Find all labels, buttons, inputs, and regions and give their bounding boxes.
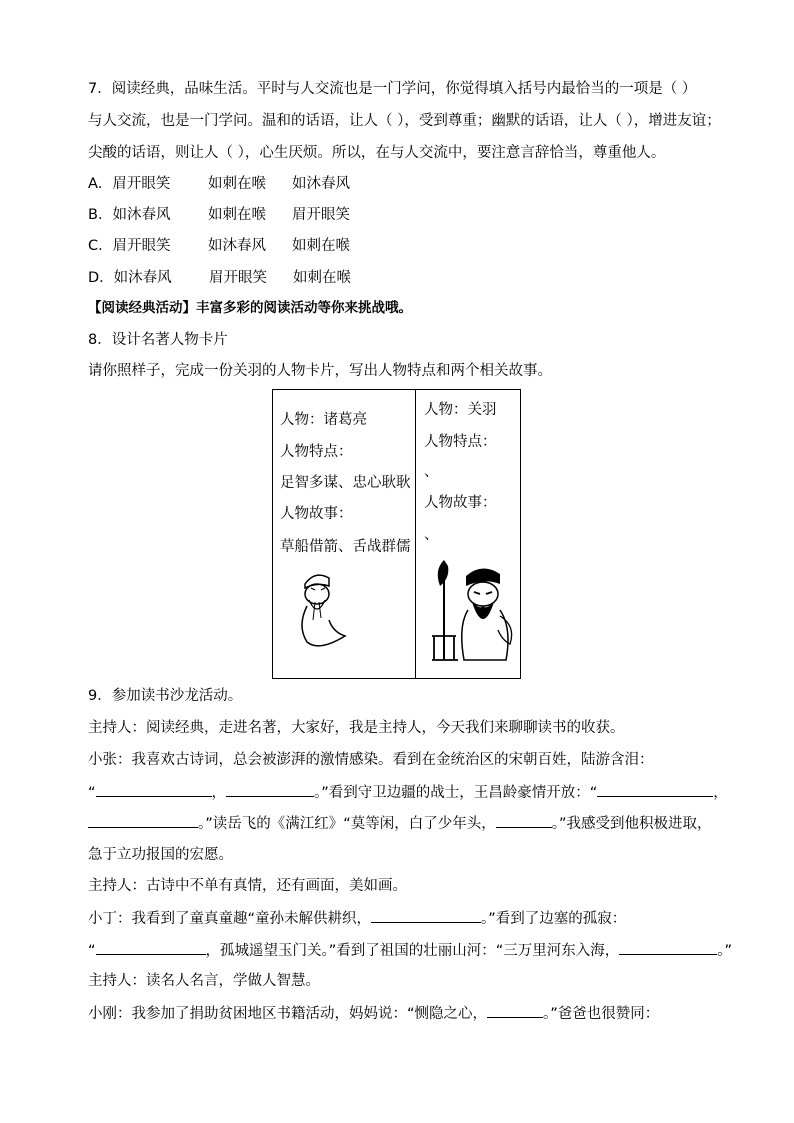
activity-heading: 【阅读经典活动】丰富多彩的阅读活动等你来挑战哦。 [88, 300, 412, 316]
q8-instruction: 请你照样子，完成一份关羽的人物卡片，写出人物特点和两个相关故事。 [88, 363, 552, 379]
card-right-name: 人物：关羽 [424, 402, 497, 418]
card-left-story: 草船借箭、舌战群儒 [280, 539, 411, 555]
card-left-trait: 足智多谋、忠心耿耿 [280, 475, 411, 491]
guan-yu-illustration-icon [428, 556, 520, 664]
card-guan-yu [416, 390, 521, 679]
q7-stem: 7．阅读经典，品味生活。平时与人交流也是一门学问，你觉得填入括号内最恰当的一项是（ ） [88, 81, 697, 97]
answer-blank[interactable] [371, 908, 481, 923]
answer-blank[interactable] [88, 813, 198, 828]
q9-zhang-line-2: “ ， 。”看到守卫边疆的战士，王昌龄豪情开放：“ ， [88, 782, 728, 803]
card-zhuge-liang [273, 390, 416, 679]
answer-blank[interactable] [226, 782, 314, 797]
q9-gang-line-1: 小刚：我参加了捐助贫困地区书籍活动，妈妈说：“恻隐之心， 。”爸爸也很赞同： [88, 1003, 659, 1024]
answer-blank[interactable] [96, 782, 212, 797]
q9-host-line-2: 主持人：古诗中不单有真情，还有画面，美如画。 [88, 878, 407, 894]
q7-option-b[interactable]: B．如沐春风 如刺在喉 眉开眼笑 [88, 207, 350, 223]
answer-blank[interactable] [96, 940, 206, 955]
card-right-trait-label: 人物特点： [424, 434, 497, 450]
q7-option-a[interactable]: A．眉开眼笑 如刺在喉 如沐春风 [88, 176, 350, 192]
card-right-story-separator: 、 [424, 527, 439, 543]
q9-title: 9．参加读书沙龙活动。 [88, 688, 243, 704]
answer-blank[interactable] [487, 1003, 543, 1018]
answer-blank[interactable] [619, 940, 717, 955]
q9-ding-line-2: “ ，孤城遥望玉门关。”看到了祖国的壮丽山河：“三万里河东入海， 。” [88, 940, 732, 961]
q7-option-d[interactable]: D．如沐春风 眉开眼笑 如刺在喉 [88, 270, 351, 286]
q9-zhang-line-3: 。”读岳飞的《满江红》“莫等闲，白了少年头， 。”我感受到他积极进取， [88, 813, 712, 834]
card-left-trait-label: 人物特点： [280, 444, 353, 460]
q9-zhang-line-1: 小张：我喜欢古诗词，总会被澎湃的激情感染。看到在金统治区的宋朝百姓，陆游含泪： [88, 752, 654, 768]
q9-zhang-line-4: 急于立功报国的宏愿。 [88, 847, 233, 863]
q7-passage-line-2: 尖酸的话语，则让人（ ），心生厌烦。所以，在与人交流中，要注意言辞恰当，尊重他人。 [88, 145, 666, 161]
q9-host-line-1: 主持人：阅读经典，走进名著，大家好，我是主持人，今天我们来聊聊读书的收获。 [88, 720, 625, 736]
q9-ding-line-1: 小丁：我看到了童真童趣“童孙未解供耕织， 。”看到了边塞的孤寂： [88, 908, 626, 929]
character-card-table [272, 389, 521, 679]
zhuge-liang-illustration-icon [285, 566, 355, 656]
card-right-trait-separator: 、 [424, 464, 439, 480]
q8-title: 8．设计名著人物卡片 [88, 332, 228, 348]
card-left-story-label: 人物故事： [280, 506, 353, 522]
answer-blank[interactable] [496, 813, 552, 828]
q7-option-c[interactable]: C．眉开眼笑 如沐春风 如刺在喉 [88, 238, 350, 254]
q7-passage-line-1: 与人交流，也是一门学问。温和的话语，让人（ ），受到尊重；幽默的话语，让人（ ），增进友谊； [88, 113, 721, 129]
card-right-story-label: 人物故事： [424, 495, 497, 511]
card-left-name: 人物：诸葛亮 [280, 412, 367, 428]
q9-host-line-3: 主持人：读名人名言，学做人智慧。 [88, 973, 320, 989]
answer-blank[interactable] [597, 782, 713, 797]
